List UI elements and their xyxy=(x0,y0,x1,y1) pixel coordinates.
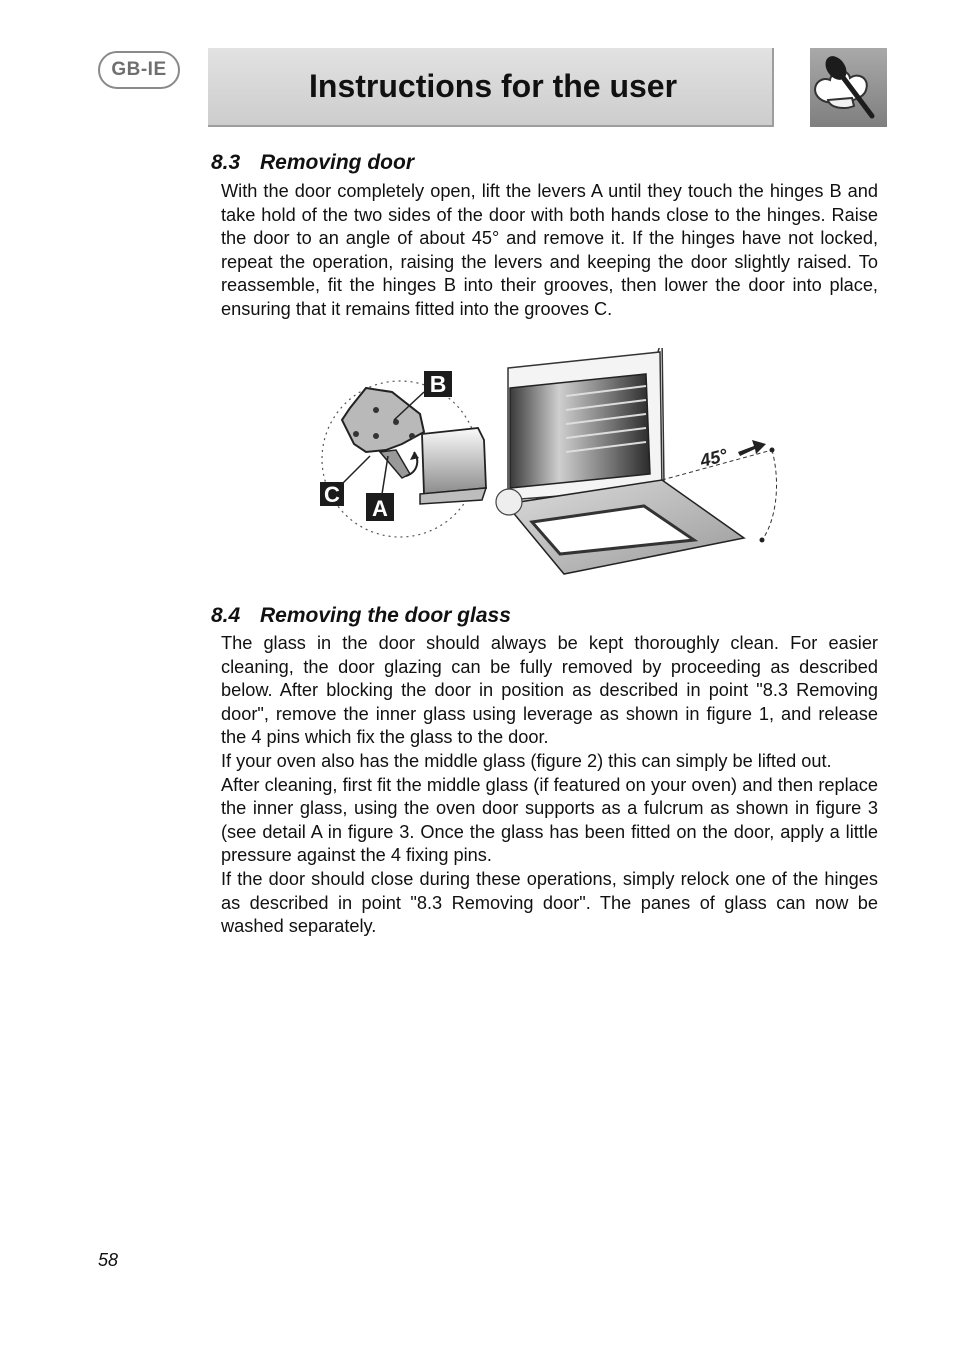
label-c: C xyxy=(324,482,340,507)
paragraph: If your oven also has the middle glass (figure 2) this can simply be lifted out. xyxy=(221,750,832,771)
door-removal-figure xyxy=(320,348,790,580)
paragraph: If the door should close during these operations, simply relock one of the hinges as described in point "8.3 Removing door". The panes of glass can now be washed separately. xyxy=(221,868,878,937)
label-b: B xyxy=(429,371,447,397)
page-title: Instructions for the user xyxy=(309,68,678,104)
angle-arrow-icon xyxy=(738,440,766,456)
section-number: 8.4 xyxy=(211,604,241,627)
section-heading-8-4 xyxy=(211,604,511,628)
page-number: 58 xyxy=(98,1250,119,1270)
language-badge xyxy=(98,51,180,89)
language-badge-label: GB-IE xyxy=(111,59,167,80)
brand-logo xyxy=(810,48,887,127)
paragraph: The glass in the door should always be kept thoroughly clean. For easier cleaning, the door glazing can be fully removed by proceeding as described below. After blocking the door in position as described in point "8.3 Removing door", remove the inner glass using leverage as shown in figure 1, and release the 4 pins which fix the glass to the door. xyxy=(221,633,878,748)
section-body-8-3 xyxy=(221,180,878,322)
angle-label: 45° xyxy=(698,444,730,471)
section-body-8-4 xyxy=(221,632,878,939)
chef-hat-spoon-icon xyxy=(810,48,887,127)
section-heading-8-3 xyxy=(211,151,414,175)
paragraph: After cleaning, first fit the middle glass (if featured on your oven) and then replace the inner glass, using the oven door supports as a fulcrum as shown in figure 3 (see detail A in figure 3. Once the glass has been fitted on the door, apply a little pressure against the 4 fixing pins. xyxy=(221,774,878,866)
label-a: A xyxy=(372,496,388,521)
section-title: Removing the door glass xyxy=(260,604,511,627)
hinge-bracket xyxy=(342,388,424,452)
door-section xyxy=(422,428,486,494)
title-banner xyxy=(208,48,774,127)
section-number: 8.3 xyxy=(211,151,241,174)
section-title: Removing door xyxy=(260,151,415,174)
paragraph: With the door completely open, lift the levers A until they touch the hinges B and take hold of the two sides of the door with both hands close to the hinges. Raise the door to an angle of about 45° and remove it. If the hinges have not locked, repeat the operation, raising the levers and keeping the door slightly raised. To reassemble, fit the hinges B into their grooves, then lower the door into place, ensuring that it remains fitted into the grooves C. xyxy=(221,181,878,319)
